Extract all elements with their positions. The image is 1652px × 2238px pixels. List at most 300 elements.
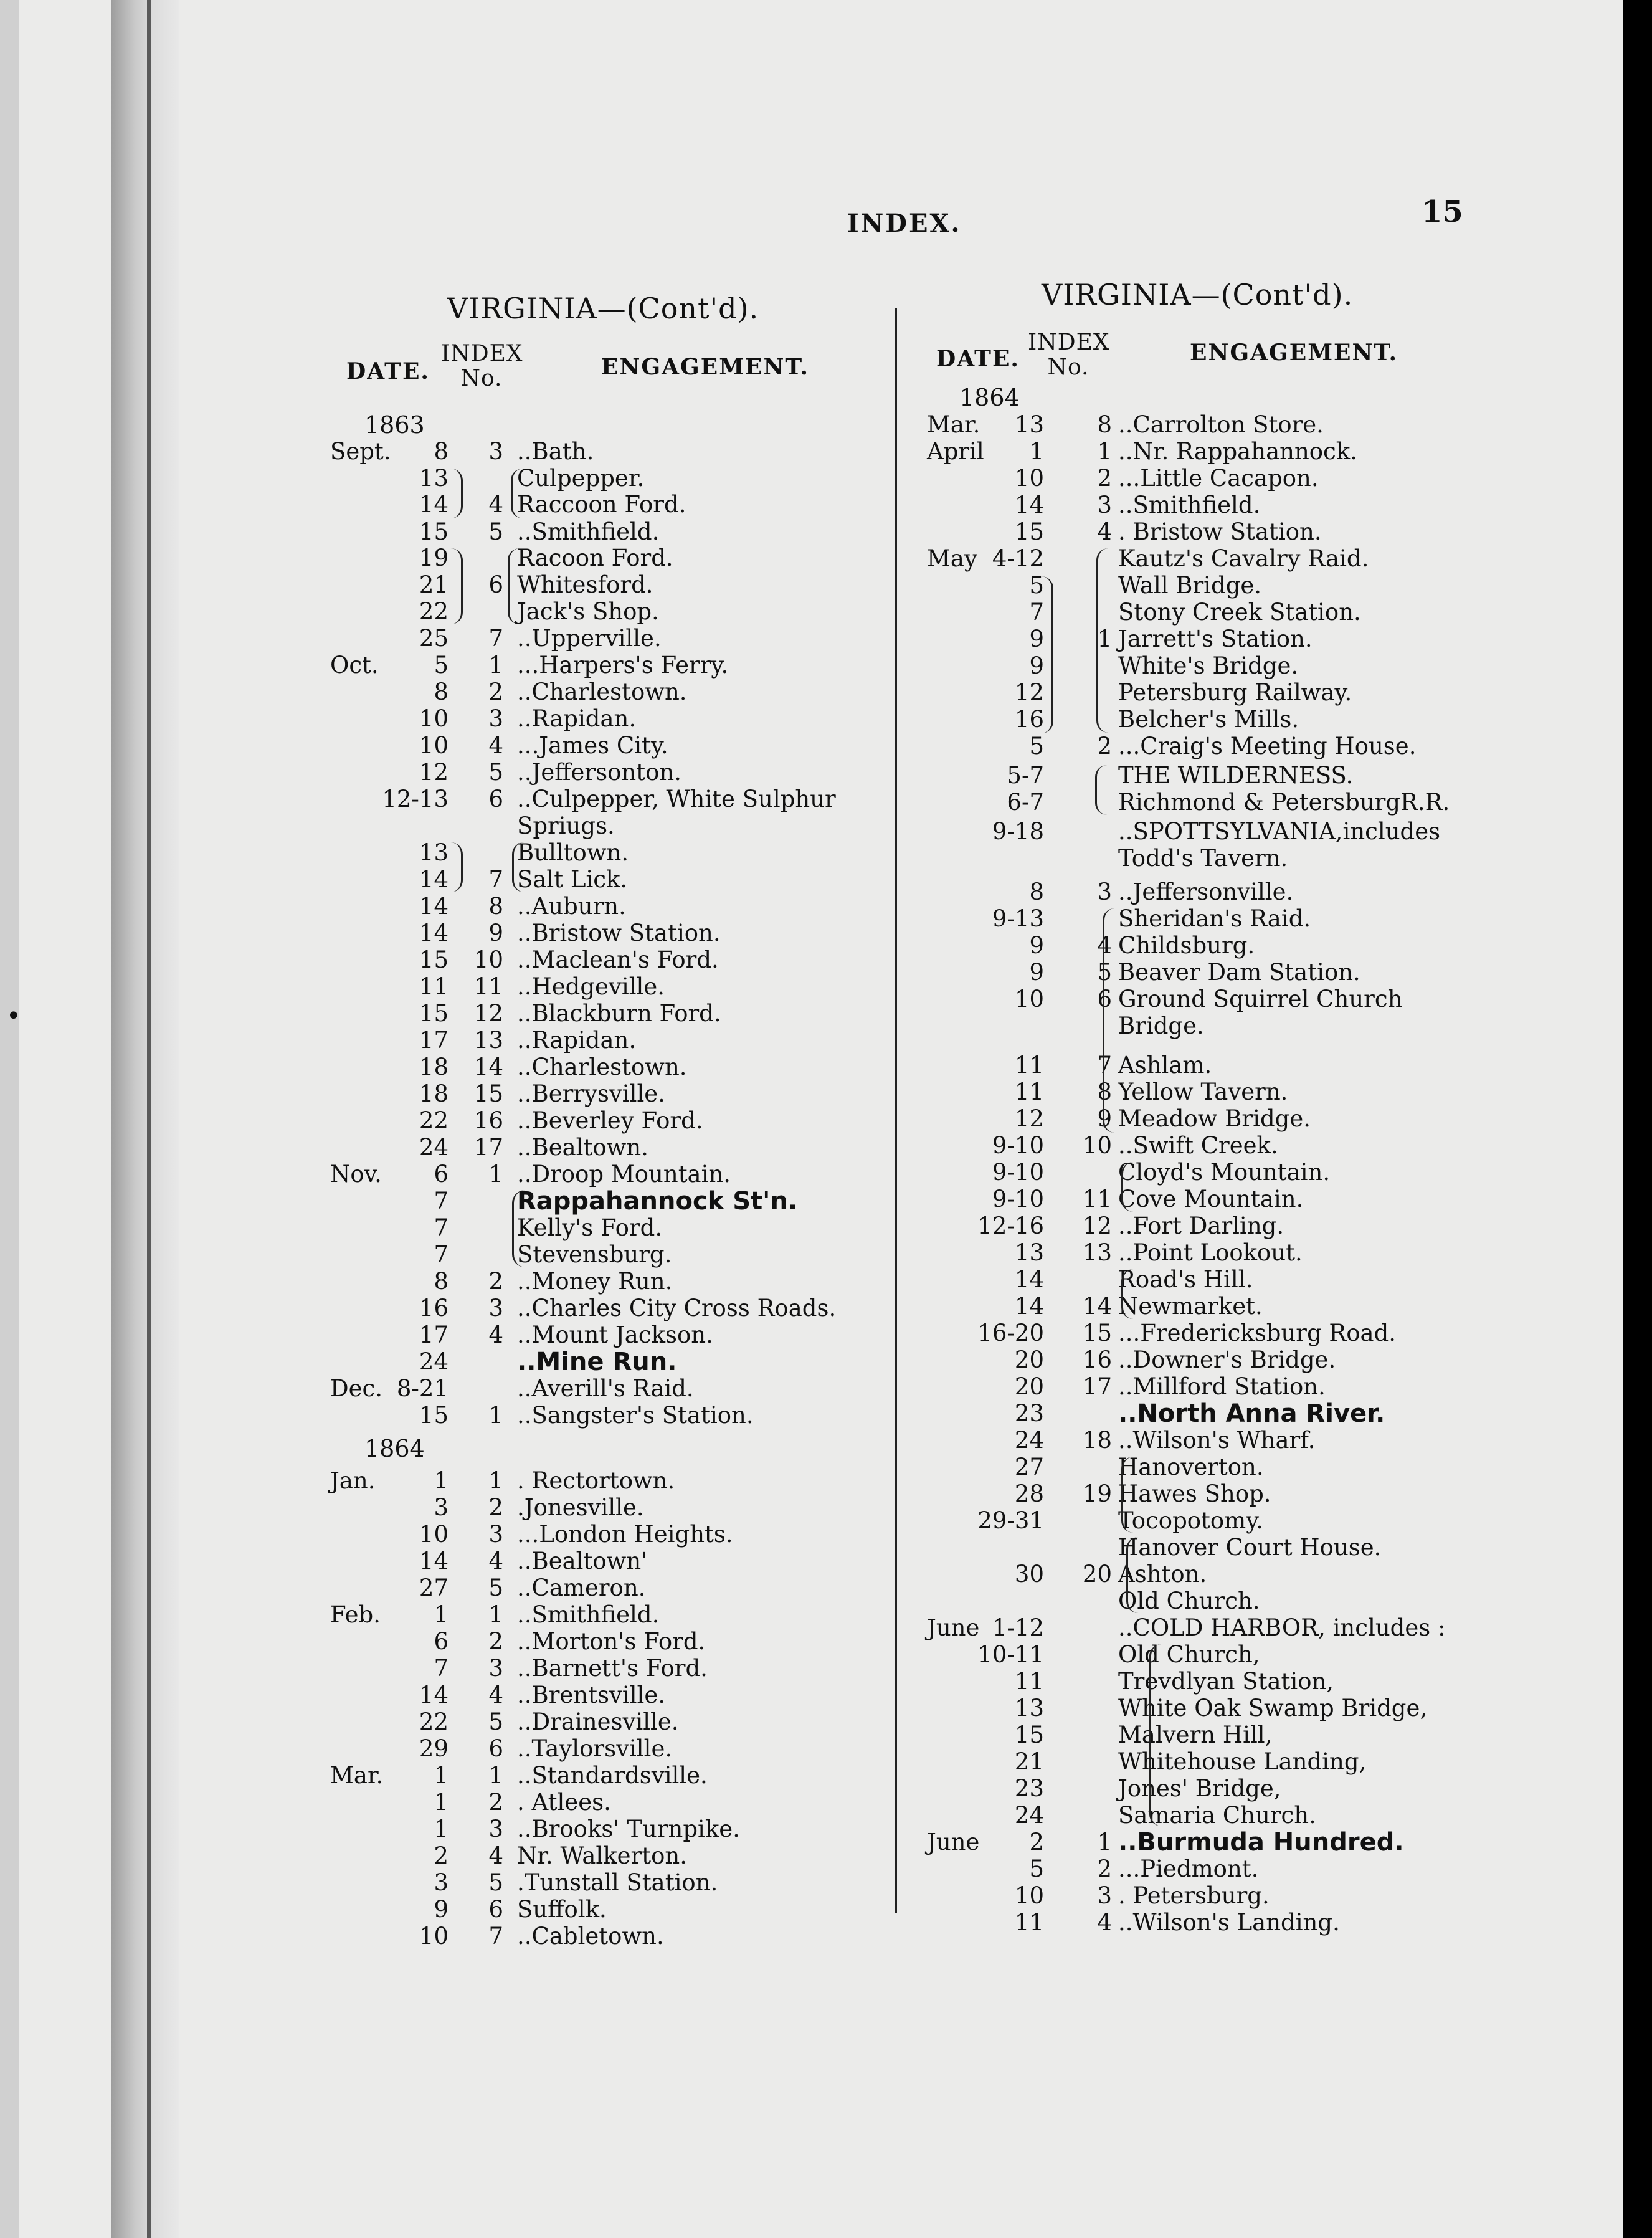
row-day: 14: [1014, 492, 1044, 518]
row-index-no: 5: [488, 759, 503, 786]
index-row: [0, 933, 1620, 958]
row-index-no: 6: [488, 571, 503, 598]
row-day: 18: [419, 1054, 449, 1080]
left-col-no-label: No.: [460, 366, 503, 391]
row-engagement: ..Mount Jackson.: [517, 1321, 713, 1348]
row-engagement: Whitehouse Landing,: [1118, 1748, 1367, 1775]
row-engagement: ..Money Run.: [517, 1268, 673, 1295]
index-row: [0, 1562, 1620, 1587]
row-engagement: Ground Squirrel Church: [1118, 986, 1403, 1012]
row-index-no: 1: [488, 1161, 503, 1188]
row-day: 1: [434, 1601, 449, 1628]
row-day: 27: [419, 1574, 449, 1601]
row-day: 6: [434, 1161, 449, 1188]
row-day: 8: [1029, 879, 1044, 905]
row-day: 9-10: [992, 1159, 1044, 1186]
row-day: 15: [419, 946, 449, 973]
row-index-no: 18: [1082, 1427, 1112, 1454]
row-engagement: Old Church,: [1118, 1641, 1260, 1668]
row-day: 9-13: [992, 905, 1044, 932]
row-month: April: [927, 438, 984, 465]
row-day: 7: [434, 1214, 449, 1241]
row-engagement: Raccoon Ford.: [517, 491, 686, 518]
row-day: 21: [419, 571, 449, 598]
right-brace-open: [1096, 548, 1108, 733]
left-col-engagement-header: ENGAGEMENT.: [601, 354, 810, 380]
row-engagement: Tocopotomy.: [1118, 1507, 1264, 1534]
row-index-no: 14: [473, 1054, 503, 1080]
row-engagement: .Tunstall Station.: [517, 1869, 718, 1896]
row-day: 10: [419, 732, 449, 759]
index-row: [0, 1750, 1620, 1774]
row-index-no: 6: [1097, 986, 1112, 1012]
row-day: 13: [1014, 1695, 1044, 1721]
index-row: [0, 1723, 1620, 1748]
row-month: Sept.: [330, 438, 391, 465]
row-engagement: ..Point Lookout.: [1118, 1239, 1303, 1266]
row-engagement: ..Bealtown': [517, 1548, 648, 1574]
row-day: 13: [419, 465, 449, 492]
left-brace-open: [511, 469, 523, 518]
row-day: 25: [419, 625, 449, 652]
index-row: [0, 763, 1620, 788]
row-day: 11: [1014, 1668, 1044, 1695]
index-row: [0, 1482, 1620, 1507]
index-row: [0, 546, 1620, 571]
row-engagement: ..Drainesville.: [517, 1708, 679, 1735]
index-row: [0, 1857, 1620, 1882]
row-day: 12-13: [382, 786, 449, 812]
row-engagement: ...Little Cacapon.: [1118, 465, 1319, 492]
row-engagement: Stevensburg.: [517, 1241, 672, 1268]
row-engagement: Petersburg Railway.: [1118, 679, 1352, 706]
row-day: 14: [419, 1548, 449, 1574]
index-row: [0, 1186, 1620, 1216]
row-month: Feb.: [330, 1601, 381, 1628]
row-engagement: ..Smithfield.: [517, 1601, 660, 1628]
row-engagement: Kautz's Cavalry Raid.: [1118, 545, 1369, 572]
right-col-index-header: [1028, 330, 1109, 380]
row-engagement: . Atlees.: [517, 1789, 611, 1816]
row-engagement: Hanover Court House.: [1118, 1534, 1382, 1561]
row-index-no: 3: [488, 438, 503, 465]
left-brace-close: [451, 842, 463, 892]
index-row: [0, 385, 1620, 410]
row-day: 16: [419, 1295, 449, 1321]
row-index-no: 11: [1082, 1186, 1112, 1212]
index-row: [0, 1428, 1620, 1453]
row-engagement: Hawes Shop.: [1118, 1480, 1271, 1507]
index-row: [0, 1266, 1620, 1295]
row-engagement: ..Charles City Cross Roads.: [517, 1295, 837, 1321]
row-index-no: 5: [488, 1869, 503, 1896]
row-day: 1: [434, 1816, 449, 1842]
row-engagement: Stony Creek Station.: [1118, 599, 1361, 626]
row-engagement: . Petersburg.: [1118, 1882, 1270, 1909]
row-day: 2: [1029, 1829, 1044, 1855]
row-engagement: Trevdlyan Station,: [1118, 1668, 1334, 1695]
row-day: 24: [419, 1134, 449, 1161]
row-engagement: ..Brooks' Turnpike.: [517, 1816, 740, 1842]
index-row: [0, 1455, 1620, 1480]
index-row: [0, 1589, 1620, 1614]
row-engagement: Todd's Tavern.: [1118, 845, 1288, 872]
row-month: June: [927, 1614, 980, 1641]
row-index-no: 3: [488, 1816, 503, 1842]
row-index-no: 4: [1097, 1909, 1112, 1936]
row-month: Dec.: [330, 1375, 383, 1402]
index-row: [0, 1014, 1620, 1039]
row-engagement: Wall Bridge.: [1118, 572, 1262, 599]
right-col-no-label: No.: [1047, 355, 1089, 380]
row-engagement: ..Bristow Station.: [517, 920, 721, 946]
row-day: 8-21: [396, 1375, 449, 1402]
row-engagement: ..Nr. Rappahannock.: [1118, 438, 1357, 465]
row-day: 9: [1029, 626, 1044, 652]
row-engagement: ..Mine Run.: [517, 1348, 677, 1376]
row-engagement: ..Rapidan.: [517, 705, 637, 732]
index-row: [0, 466, 1620, 491]
row-engagement: Spriugs.: [517, 812, 615, 839]
row-engagement: ..Averill's Raid.: [517, 1375, 694, 1402]
index-row: [0, 734, 1620, 759]
row-day: 9: [434, 1896, 449, 1923]
row-day: 20: [1014, 1346, 1044, 1373]
index-row: [0, 1508, 1620, 1533]
row-engagement: ..Fort Darling.: [1118, 1212, 1284, 1239]
row-day: 19: [419, 545, 449, 571]
row-engagement: ..Berrysville.: [517, 1080, 665, 1107]
row-index-no: 5: [488, 1708, 503, 1735]
row-index-no: 9: [488, 920, 503, 946]
row-day: 5: [1029, 733, 1044, 759]
row-day: 24: [1014, 1427, 1044, 1454]
row-month: Oct.: [330, 652, 379, 679]
row-index-no: 2: [488, 1494, 503, 1521]
row-index-no: 16: [1082, 1346, 1112, 1373]
row-day: 2: [434, 1842, 449, 1869]
row-year: 1863: [364, 411, 425, 439]
row-engagement: Beaver Dam Station.: [1118, 959, 1360, 986]
row-index-no: 2: [1097, 1855, 1112, 1882]
row-engagement: ..Barnett's Ford.: [517, 1655, 708, 1682]
index-row: [0, 1803, 1620, 1828]
index-row: [0, 1669, 1620, 1694]
index-row: [0, 880, 1620, 905]
row-engagement: ..Swift Creek.: [1118, 1132, 1278, 1159]
row-engagement: ..Sangster's Station.: [517, 1402, 754, 1429]
row-day: 6: [434, 1628, 449, 1655]
row-day: 18: [419, 1080, 449, 1107]
row-index-no: 17: [473, 1134, 503, 1161]
row-day: 7: [434, 1241, 449, 1268]
row-engagement: ..Cabletown.: [517, 1923, 664, 1950]
row-index-no: 9: [1097, 1105, 1112, 1132]
right-brace-open: [1095, 765, 1107, 815]
row-engagement: ..Droop Mountain.: [517, 1161, 731, 1188]
row-day: 28: [1014, 1480, 1044, 1507]
row-index-no: 1: [488, 1601, 503, 1628]
row-index-no: 2: [488, 1789, 503, 1816]
row-engagement: ..Maclean's Ford.: [517, 946, 719, 973]
row-index-no: 3: [488, 1655, 503, 1682]
row-month: June: [927, 1829, 980, 1855]
index-row: [0, 1696, 1620, 1721]
row-engagement: Newmarket.: [1118, 1293, 1263, 1320]
row-index-no: 7: [1097, 1052, 1112, 1079]
row-day: 10: [1014, 986, 1044, 1012]
index-row: [0, 1214, 1620, 1239]
row-index-no: 17: [1082, 1373, 1112, 1400]
row-day: 21: [1014, 1748, 1044, 1775]
row-day: 3: [434, 1869, 449, 1896]
right-brace-open: [1149, 1644, 1161, 1826]
row-day: 11: [1014, 1909, 1044, 1936]
row-day: 14: [419, 866, 449, 893]
page-number: 15: [1422, 194, 1463, 229]
row-engagement: White Oak Swamp Bridge,: [1118, 1695, 1428, 1721]
row-day: 12-16: [977, 1212, 1044, 1239]
row-engagement: ..Bath.: [517, 438, 594, 465]
row-engagement: Jarrett's Station.: [1118, 626, 1313, 652]
row-day: 10: [1014, 465, 1044, 492]
row-engagement: ..Charlestown.: [517, 1054, 687, 1080]
index-row: [0, 846, 1620, 871]
index-row: [0, 1616, 1620, 1640]
row-engagement: Nr. Walkerton.: [517, 1842, 687, 1869]
row-index-no: 13: [1082, 1239, 1112, 1266]
row-day: 16: [1014, 706, 1044, 733]
row-day: 5: [434, 652, 449, 679]
row-engagement: Malvern Hill,: [1118, 1721, 1273, 1748]
row-engagement: Cloyd's Mountain.: [1118, 1159, 1331, 1186]
row-engagement: Old Church.: [1118, 1588, 1260, 1614]
right-col-index-label: INDEX: [1028, 330, 1110, 355]
row-index-no: 3: [488, 705, 503, 732]
row-engagement: ..Taylorsville.: [517, 1735, 673, 1762]
row-day: 14: [1014, 1293, 1044, 1320]
row-engagement: Culpepper.: [517, 465, 645, 492]
row-month: Jan.: [330, 1467, 376, 1494]
row-index-no: 3: [1097, 879, 1112, 905]
row-index-no: 4: [488, 1548, 503, 1574]
row-engagement: Road's Hill.: [1118, 1266, 1253, 1293]
row-engagement: ...London Heights.: [517, 1521, 733, 1548]
row-day: 5: [1029, 1855, 1044, 1882]
row-index-no: 8: [1097, 411, 1112, 438]
row-index-no: 4: [488, 491, 503, 518]
row-day: 4-12: [992, 545, 1044, 572]
row-index-no: 2: [1097, 465, 1112, 492]
right-brace-open: [1121, 1269, 1133, 1319]
page-title: INDEX.: [847, 209, 962, 238]
row-day: 20: [1014, 1373, 1044, 1400]
row-index-no: 5: [488, 518, 503, 545]
row-engagement: . Bristow Station.: [1118, 518, 1322, 545]
row-engagement: Whitesford.: [517, 571, 653, 598]
row-engagement: ..Burmuda Hundred.: [1118, 1828, 1404, 1857]
row-engagement: Samaria Church.: [1118, 1802, 1316, 1829]
row-day: 11: [1014, 1052, 1044, 1079]
row-index-no: 5: [488, 1574, 503, 1601]
row-index-no: 6: [488, 786, 503, 812]
row-day: 10-11: [977, 1641, 1044, 1668]
row-engagement: ..Hedgeville.: [517, 973, 665, 1000]
index-row: [0, 1399, 1620, 1429]
row-engagement: Richmond & PetersburgR.R.: [1118, 789, 1450, 816]
row-index-no: 6: [488, 1735, 503, 1762]
row-engagement: ..Carrolton Store.: [1118, 411, 1324, 438]
index-row: [0, 1105, 1620, 1134]
row-engagement: ..Jeffersonville.: [1118, 879, 1294, 905]
left-section-heading: VIRGINIA—(Cont'd).: [447, 292, 759, 325]
row-day: 27: [1014, 1454, 1044, 1480]
row-month: May: [927, 545, 977, 572]
row-engagement: ..Bealtown.: [517, 1134, 648, 1161]
row-engagement: Jones' Bridge,: [1118, 1775, 1281, 1802]
index-row: [0, 520, 1620, 545]
row-index-no: 6: [488, 1896, 503, 1923]
row-index-no: 2: [488, 1268, 503, 1295]
row-index-no: 1: [488, 1762, 503, 1789]
row-engagement: ...Craig's Meeting House.: [1118, 733, 1417, 759]
row-engagement: ..North Anna River.: [1118, 1399, 1385, 1428]
index-row: [0, 1321, 1620, 1346]
row-index-no: 8: [1097, 1079, 1112, 1105]
row-day: 8: [434, 438, 449, 465]
left-brace-open: [512, 1190, 525, 1267]
row-day: 22: [419, 1708, 449, 1735]
row-engagement: ..Rapidan.: [517, 1027, 637, 1054]
row-day: 13: [419, 839, 449, 866]
left-col-index-header: [441, 341, 522, 391]
row-day: 15: [419, 1000, 449, 1027]
row-month: Nov.: [330, 1161, 382, 1188]
row-engagement: ...James City.: [517, 732, 668, 759]
row-day: 14: [419, 893, 449, 920]
row-engagement: Childsburg.: [1118, 932, 1255, 959]
row-day: 13: [1014, 411, 1044, 438]
row-engagement: Cove Mountain.: [1118, 1186, 1304, 1212]
index-row: [0, 987, 1620, 1012]
row-engagement: Ashlam.: [1118, 1052, 1212, 1079]
row-index-no: 4: [488, 1842, 503, 1869]
row-day: 11: [419, 973, 449, 1000]
row-index-no: 14: [1082, 1293, 1112, 1320]
row-day: 8: [434, 679, 449, 705]
row-day: 7: [434, 1655, 449, 1682]
index-row: [0, 960, 1620, 985]
index-row: [0, 1053, 1620, 1078]
row-index-no: 5: [1097, 959, 1112, 986]
row-engagement: ..Smithfield.: [517, 518, 660, 545]
index-row: [0, 707, 1620, 732]
row-engagement: Kelly's Ford.: [517, 1214, 663, 1241]
row-engagement: ..Wilson's Wharf.: [1118, 1427, 1316, 1454]
index-row: [0, 627, 1620, 652]
row-index-no: 1: [1097, 438, 1112, 465]
index-row: [0, 493, 1620, 518]
row-day: 9: [1029, 652, 1044, 679]
index-row: [0, 1373, 1620, 1402]
row-engagement: Meadow Bridge.: [1118, 1105, 1311, 1132]
row-engagement: ...Fredericksburg Road.: [1118, 1320, 1397, 1346]
ink-speck: •: [6, 1002, 21, 1031]
row-day: 15: [419, 1402, 449, 1429]
row-index-no: 7: [488, 625, 503, 652]
index-row: [0, 1776, 1620, 1801]
index-row: [0, 1830, 1620, 1855]
row-engagement: ..Blackburn Ford.: [517, 1000, 721, 1027]
row-index-no: 19: [1082, 1480, 1112, 1507]
row-engagement: ..Millford Station.: [1118, 1373, 1326, 1400]
row-day: 29-31: [977, 1507, 1044, 1534]
left-col-date-header: DATE.: [346, 358, 430, 384]
row-day: 22: [419, 598, 449, 625]
row-day: 5: [1029, 572, 1044, 599]
row-day: 22: [419, 1107, 449, 1134]
row-engagement: Bulltown.: [517, 839, 629, 866]
right-col-date-header: DATE.: [936, 346, 1020, 372]
row-day: 1: [434, 1467, 449, 1494]
row-index-no: 11: [473, 973, 503, 1000]
row-engagement: ..Culpepper, White Sulphur: [517, 786, 836, 812]
row-engagement: Belcher's Mills.: [1118, 706, 1299, 733]
row-day: 14: [419, 920, 449, 946]
index-row: [0, 790, 1620, 815]
row-day: 9: [1029, 959, 1044, 986]
left-brace-open: [508, 548, 520, 624]
row-day: 10: [419, 1923, 449, 1950]
row-day: 1-12: [992, 1614, 1044, 1641]
row-index-no: 10: [473, 946, 503, 973]
index-row: [0, 907, 1620, 931]
index-row: [0, 1294, 1620, 1319]
row-engagement: White's Bridge.: [1118, 652, 1299, 679]
row-day: 7: [434, 1188, 449, 1214]
left-brace-open: [512, 842, 524, 892]
row-index-no: 4: [488, 732, 503, 759]
right-section-heading: VIRGINIA—(Cont'd).: [1042, 278, 1354, 312]
row-day: 1: [1029, 438, 1044, 465]
left-brace-close: [451, 469, 463, 518]
index-row: [0, 1883, 1620, 1908]
row-month: Mar.: [330, 1762, 384, 1789]
row-engagement: ..Downer's Bridge.: [1118, 1346, 1336, 1373]
row-day: 14: [419, 491, 449, 518]
row-index-no: 4: [1097, 518, 1112, 545]
row-index-no: 2: [1097, 733, 1112, 759]
row-engagement: Yellow Tavern.: [1118, 1079, 1288, 1105]
row-day: 15: [419, 518, 449, 545]
row-index-no: 7: [488, 866, 503, 893]
row-engagement: ..Wilson's Landing.: [1118, 1909, 1340, 1936]
row-engagement: Bridge.: [1118, 1012, 1204, 1039]
row-engagement: ..Cameron.: [517, 1574, 646, 1601]
index-row: [0, 654, 1620, 679]
row-index-no: 15: [473, 1080, 503, 1107]
row-day: 5-7: [1007, 762, 1044, 789]
row-day: 9-10: [992, 1186, 1044, 1212]
row-index-no: 4: [1097, 932, 1112, 959]
row-index-no: 8: [488, 893, 503, 920]
row-day: 12: [1014, 1105, 1044, 1132]
index-row: [0, 819, 1620, 844]
row-engagement: .Jonesville.: [517, 1494, 644, 1521]
row-day: 16-20: [977, 1320, 1044, 1346]
row-day: 24: [419, 1348, 449, 1375]
row-day: 8: [434, 1268, 449, 1295]
